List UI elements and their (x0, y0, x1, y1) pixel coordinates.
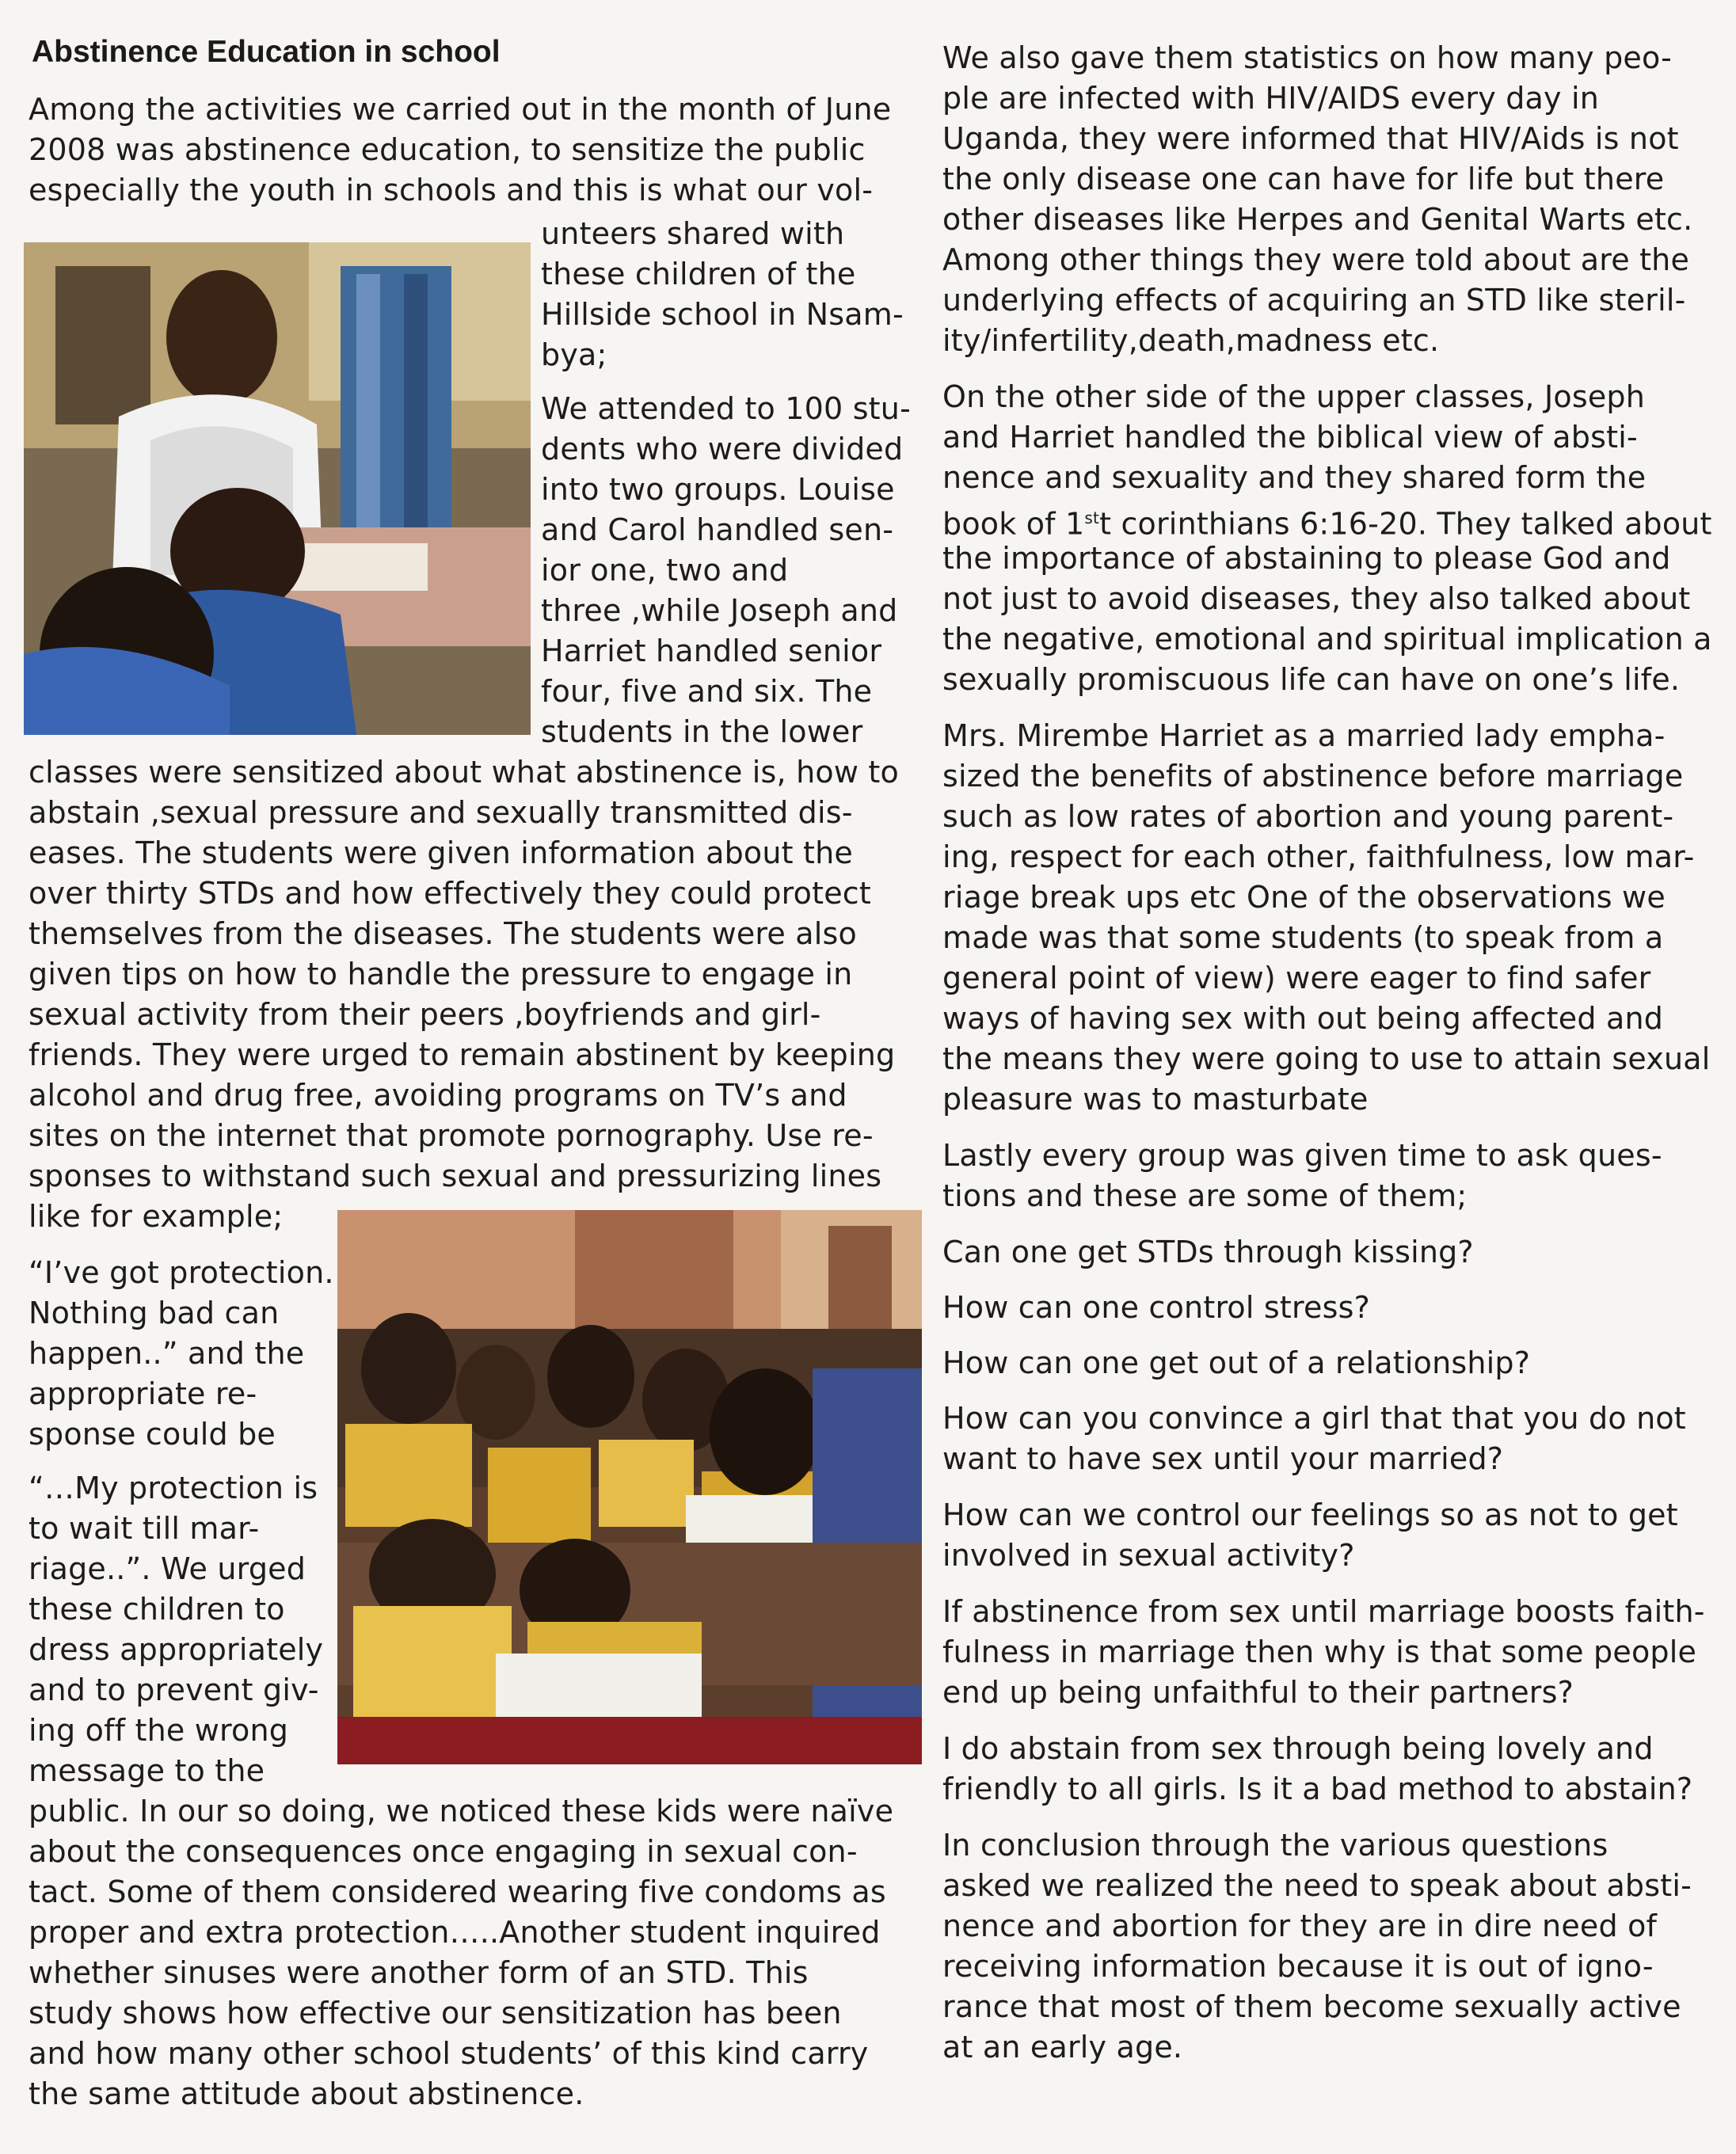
left-text-line: riage..”. We urged (29, 1551, 306, 1586)
right-text-line: nence and abortion for they are in dire need of (942, 1909, 1658, 1943)
right-text-line: ity/infertility,death,madness etc. (942, 323, 1440, 358)
left-text-line: friends. They were urged to remain abstinent by keeping (29, 1037, 896, 1072)
left-text-line: message to the (29, 1753, 265, 1788)
left-text-line: eases. The students were given information about the (29, 835, 853, 870)
left-text-line: public. In our so doing, we noticed these kids were naïve (29, 1794, 894, 1829)
left-text-line: proper and extra protection…..Another student inquired (29, 1915, 881, 1950)
left-text-line: “…My protection is (29, 1471, 318, 1505)
classroom-photo-students (337, 1210, 922, 1764)
left-text-line: dents who were divided (541, 432, 904, 466)
right-text-line: Among other things they were told about are the (942, 242, 1690, 277)
left-text-line: Among the activities we carried out in the month of June (29, 92, 892, 127)
left-text-line: four, five and six. The (541, 674, 873, 709)
right-text-line: ple are infected with HIV/AIDS every day in (942, 81, 1600, 116)
right-text-line: sexually promiscuous life can have on one’s life. (942, 662, 1681, 697)
left-text-line: given tips on how to handle the pressure to engage in (29, 957, 853, 991)
left-text-line: themselves from the diseases. The students were also (29, 916, 857, 951)
right-text-line: Lastly every group was given time to ask ques- (942, 1138, 1662, 1173)
right-text-line: underlying effects of acquiring an STD like steril- (942, 283, 1686, 318)
right-text-line: How can one get out of a relationship? (942, 1345, 1531, 1380)
left-text-line: sexual activity from their peers ,boyfriends and girl- (29, 997, 821, 1032)
left-text-line: over thirty STDs and how effectively they could protect (29, 876, 871, 911)
right-text-line: not just to avoid diseases, they also talked about (942, 581, 1691, 616)
right-text-line: book of 1stt corinthians 6:16-20. They talked about (942, 506, 1712, 542)
left-text-line: sites on the internet that promote pornography. Use re- (29, 1118, 874, 1153)
right-text-line: Can one get STDs through kissing? (942, 1235, 1474, 1269)
right-text-line: sized the benefits of abstinence before marriage (942, 759, 1684, 793)
left-text-line: the same attitude about abstinence. (29, 2076, 584, 2111)
right-text-line: friendly to all girls. Is it a bad method to abstain? (942, 1772, 1693, 1806)
right-text-line: nence and sexuality and they shared form the (942, 460, 1647, 495)
left-text-line: these children of the (541, 257, 856, 291)
right-text-line: ways of having sex with out being affected and (942, 1001, 1664, 1036)
right-text-line: general point of view) were eager to find safer (942, 961, 1651, 995)
left-text-line: about the consequences once engaging in sexual con- (29, 1834, 858, 1869)
right-text-line: tions and these are some of them; (942, 1178, 1468, 1213)
right-text-line: If abstinence from sex until marriage boosts faith- (942, 1594, 1705, 1629)
right-text-line: the means they were going to use to attain sexual (942, 1041, 1711, 1076)
left-text-line: tact. Some of them considered wearing five condoms as (29, 1874, 886, 1909)
left-text-line: and how many other school students’ of this kind carry (29, 2036, 869, 2071)
right-text-line: the importance of abstaining to please God and (942, 541, 1671, 576)
right-text-line: riage break ups etc One of the observations we (942, 880, 1666, 915)
right-text-line: the negative, emotional and spiritual implication a (942, 622, 1712, 656)
left-text-line: like for example; (29, 1199, 284, 1234)
right-text-line: rance that most of them become sexually active (942, 1989, 1681, 2024)
right-text-line: other diseases like Herpes and Genital Warts etc. (942, 202, 1693, 237)
right-text-line: made was that some students (to speak from a (942, 920, 1664, 955)
left-text-line: appropriate re- (29, 1376, 257, 1411)
left-text-line: sponses to withstand such sexual and pressurizing lines (29, 1159, 882, 1193)
left-text-line: bya; (541, 337, 607, 372)
right-text-line: receiving information because it is out of igno- (942, 1949, 1654, 1984)
right-text-line: pleasure was to masturbate (942, 1082, 1369, 1117)
left-text-line: Harriet handled senior (541, 634, 882, 668)
right-text-line: We also gave them statistics on how many peo- (942, 40, 1673, 75)
right-text-line: asked we realized the need to speak about absti- (942, 1868, 1692, 1903)
left-text-line: ior one, two and (541, 553, 789, 588)
left-text-line: happen..” and the (29, 1336, 305, 1371)
left-text-line: ing off the wrong (29, 1713, 289, 1748)
left-text-line: alcohol and drug free, avoiding programs on TV’s and (29, 1078, 847, 1113)
left-text-line: especially the youth in schools and this is what our vol- (29, 173, 874, 207)
left-text-line: We attended to 100 stu- (541, 391, 911, 426)
right-text-line: fulness in marriage then why is that some people (942, 1635, 1697, 1669)
right-text-line: the only disease one can have for life but there (942, 162, 1665, 196)
classroom-photo-teacher (24, 242, 531, 735)
right-text-line: How can you convince a girl that that you do not (942, 1401, 1686, 1436)
left-text-line: classes were sensitized about what abstinence is, how to (29, 755, 899, 790)
left-text-line: study shows how effective our sensitization has been (29, 1996, 842, 2030)
left-text-line: abstain ,sexual pressure and sexually transmitted dis- (29, 795, 853, 830)
left-text-line: and to prevent giv- (29, 1673, 319, 1707)
right-text-line: want to have sex until your married? (942, 1441, 1504, 1476)
left-text-line: 2008 was abstinence education, to sensitize the public (29, 132, 866, 167)
right-text-line: ing, respect for each other, faithfulness, low mar- (942, 839, 1695, 874)
right-text-line: involved in sexual activity? (942, 1538, 1355, 1573)
left-text-line: unteers shared with (541, 216, 845, 251)
right-text-line: In conclusion through the various questions (942, 1828, 1608, 1863)
right-text-line: On the other side of the upper classes, Joseph (942, 379, 1646, 414)
left-text-line: and Carol handled sen- (541, 512, 894, 547)
right-text-line: Uganda, they were informed that HIV/Aids is not (942, 121, 1679, 156)
article-title: Abstinence Education in school (32, 35, 501, 69)
right-text-line: How can we control our feelings so as not to get (942, 1498, 1678, 1532)
left-text-line: three ,while Joseph and (541, 593, 898, 628)
right-text-line: and Harriet handled the biblical view of absti- (942, 420, 1638, 455)
left-text-line: to wait till mar- (29, 1511, 260, 1546)
right-text-line: How can one control stress? (942, 1290, 1370, 1325)
right-text-line: at an early age. (942, 2030, 1183, 2065)
left-text-line: Nothing bad can (29, 1296, 280, 1330)
right-text-line: such as low rates of abortion and young parent- (942, 799, 1674, 834)
left-text-line: Hillside school in Nsam- (541, 297, 904, 332)
right-text-line: Mrs. Mirembe Harriet as a married lady empha- (942, 718, 1666, 753)
left-text-line: “I’ve got protection. (29, 1255, 334, 1290)
right-text-line: I do abstain from sex through being lovely and (942, 1731, 1654, 1766)
left-text-line: these children to (29, 1592, 285, 1627)
left-text-line: whether sinuses were another form of an STD. This (29, 1955, 809, 1990)
left-text-line: sponse could be (29, 1417, 276, 1452)
left-text-line: students in the lower (541, 714, 863, 749)
left-text-line: dress appropriately (29, 1632, 324, 1667)
left-text-line: into two groups. Louise (541, 472, 895, 507)
right-text-line: end up being unfaithful to their partners? (942, 1675, 1574, 1710)
